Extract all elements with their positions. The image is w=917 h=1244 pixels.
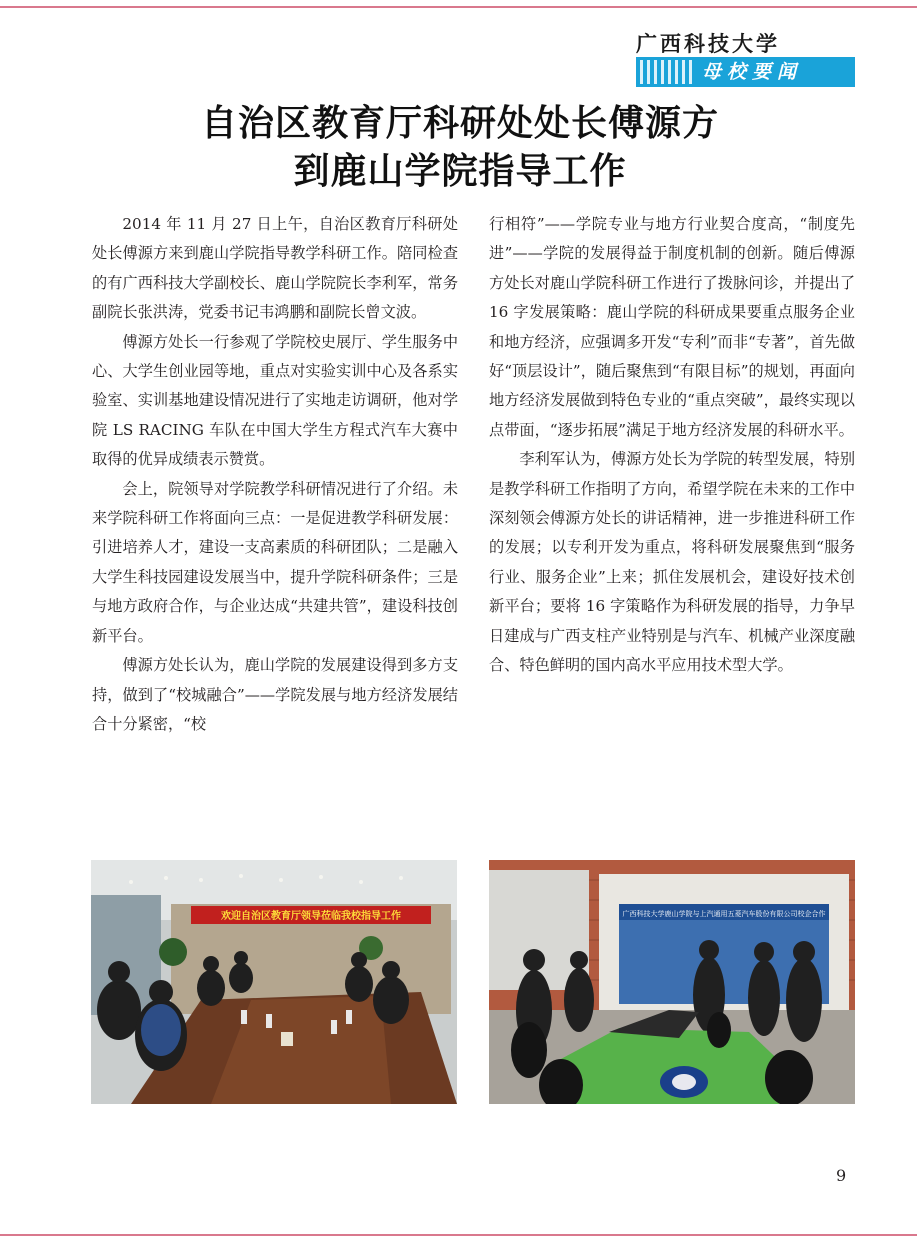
bottom-rule: [0, 1234, 917, 1236]
racing-car-photo: [489, 860, 855, 1104]
article-column-left: [92, 210, 458, 739]
paragraph-continued: 行相符”——学院专业与地方行业契合度高，“制度先进”——学院的发展得益于制度机制的创新。随后傅源方处长对鹿山学院科研工作进行了拨脉问诊，并提出了 16 字发展策略：鹿山学院的科研成果要重点服务企业和地方经济，应强调多开发“专利”而非“专著”，首先做好“顶层设计”，随后聚焦到“有限目标”的规划，再面向地方经济发展做到特色专业的“重点突破”，最终实现以点带面，“逐步拓展”满足于地方经济发展的科研水平。: [489, 215, 855, 439]
welcome-banner-text: 欢迎自治区教育厅领导莅临我校指导工作: [221, 911, 401, 922]
article-column-right: [489, 210, 855, 681]
headline-line-1: 自治区教育厅科研处处长傅源方: [200, 103, 719, 144]
paragraph: 2014 年 11 月 27 日上午，自治区教育厅科研处处长傅源方来到鹿山学院指导教学科研工作。陪同检查的有广西科技大学副校长、鹿山学院院长李利军，常务副院长张洪涛，党委书记韦鸿鹏和副院长曾文波。: [92, 215, 458, 322]
paragraph: 李利军认为，傅源方处长为学院的转型发展，特别是教学科研工作指明了方向，希望学院在未来的工作中深刻领会傅源方处长的讲话精神，进一步推进科研工作的发展；以专利开发为重点，将科研发展聚焦到“服务行业、服务企业”上来；抓住发展机会，建设好技术创新平台；要将 16 字策略作为科研发展的指导，力争早日建成与广西支柱产业特别是与汽车、机械产业深度融合、特色鲜明的国内高水平应用技术型大学。: [489, 450, 855, 675]
page-number: 9: [836, 1166, 847, 1185]
board-title-text: 广西科技大学鹿山学院与上汽通用五菱汽车股份有限公司校企合作: [622, 910, 826, 918]
racing-car-photo-illustration: [489, 860, 855, 1104]
masthead-school-name: 广西科技大学: [636, 31, 780, 56]
paragraph: 傅源方处长认为，鹿山学院的发展建设得到多方支持，做到了“校城融合”——学院发展与地方经济发展结合十分紧密，“校: [92, 656, 458, 733]
article-headline: [100, 100, 820, 196]
top-rule: [0, 6, 917, 8]
meeting-photo: [91, 860, 457, 1104]
banner-stripes: [640, 60, 692, 84]
meeting-photo-illustration: [91, 860, 457, 1104]
headline-line-2: 到鹿山学院指导工作: [293, 151, 627, 192]
paragraph: 会上，院领导对学院教学科研情况进行了介绍。未来学院科研工作将面向三点：一是促进教学科研发展：引进培养人才，建设一支高素质的科研团队；二是融入大学生科技园建设发展当中，提升学院科研条件；三是与地方政府合作，与企业达成“共建共管”，建设科技创新平台。: [92, 479, 458, 645]
paragraph: 傅源方处长一行参观了学院校史展厅、学生服务中心、大学生创业园等地，重点对实验实训中心及各系实验室、实训基地建设情况进行了实地走访调研，他对学院 LS RACING 车队在中国大学生方程式汽车大赛中取得的优异成绩表示赞赏。: [92, 332, 458, 469]
section-banner: [636, 57, 855, 87]
section-label: 母校要闻: [702, 61, 803, 83]
